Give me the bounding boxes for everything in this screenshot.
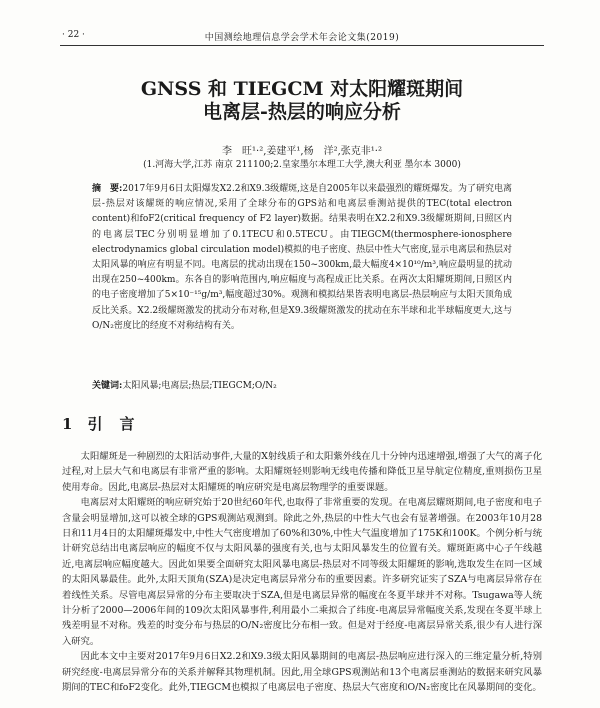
body-text — [62, 449, 542, 696]
paragraph: 太阳耀斑是一种剧烈的太阳活动事件,大量的X射线质子和太阳紫外线在几十分钟内迅速增强,增强了大气的离子化过程,对上层大气和电离层有非常严重的影响。太阳耀斑轻则影响无线电传播和降低卫星导航定位精度,重则损伤卫星使用寿命。因此,电离层-热层对太阳耀斑的响应研究是电离层物理学的重要课题。 — [62, 451, 542, 493]
keywords-label: 关键词: — [92, 381, 123, 391]
affiliation: (1.河海大学,江苏 南京 211100;2.皇家墨尔本理工大学,澳大利亚 墨尔本 3000) — [143, 160, 461, 170]
running-header — [62, 30, 542, 44]
section-title: 引 言 — [87, 415, 136, 433]
authors: 李 旺¹·²,姜建平¹,杨 洋²,张克非¹·² — [222, 146, 382, 157]
keywords — [92, 378, 512, 391]
keywords-text: 太阳风暴;电离层;热层;TIEGCM;O/N₂ — [122, 381, 277, 391]
section-heading — [62, 413, 135, 434]
header-rule — [60, 45, 544, 46]
journal-title: 中国测绘地理信息学会学术年会论文集(2019) — [204, 33, 400, 43]
page-number: · 22 · — [62, 30, 85, 40]
abstract-label: 摘 要: — [92, 184, 123, 194]
abstract — [92, 182, 512, 334]
paper-title-line-2: 电离层-热层的响应分析 — [203, 101, 401, 123]
section-number: 1 — [62, 415, 74, 433]
paragraph: 因此本文中主要对2017年9月6日X2.2和X9.3级太阳风暴期间的电离层-热层响应进行深入的三维定量分析,特别研究经度-电离层异常分布的关系并解释其物理机制。因此,用全球GPS观测站和13个电离层垂测站的数据来研究风暴期间的TEC和foF2变化。此外,TIEGCM也模拟了电离层电子密度、热层大气密度和O/N₂密度比在风暴期间的变化。 — [62, 651, 542, 694]
abstract-text: 2017年9月6日太阳爆发X2.2和X9.3级耀斑,这是自2005年以来最强烈的耀斑爆发。为了研究电离层-热层对该耀斑的响应情况,采用了全球分布的GPS站和电离层垂测站提供的TEC(total electron content)和foF2(critical frequency of F2 layer)数据。结果表明在X2.2和X9.3级耀斑期间,日照区内的电离层TEC分别明显增加了0.1TECU和0.5TECU。由TIEGCM(thermosphere-ionosphere electrodynamics global circulation model)模拟的电子密度、热层中性大气密度,显示电离层和热层对太阳风暴的响应有明显不同。电离层的扰动出现在150~300km,最大幅度4×10¹⁰/m³,响应最明显的扰动出现在250~400km。东各自的影响范围内,响应幅度与高程成正比关系。在两次太阳耀斑期间,日照区内的电子密度增加了5×10⁻¹⁵g/m³,幅度超过30%。观测和模拟结果皆表明电离层-热层响应与太阳天顶角成反比关系。X2.2级耀斑激发的扰动分布对称,但是X9.3级耀斑激发的扰动在东半球和北半球幅度更大,这与O/N₂密度比的经度不对称结构有关。 — [92, 184, 512, 331]
paragraph: 电离层对太阳耀斑的响应研究始于20世纪60年代,也取得了非常重要的发现。在电离层耀斑期间,电子密度和电子含量会明显增加,这可以被全球的GPS观测站观测到。除此之外,热层的中性大气也会有显著增强。在2003年10月28日和11月4日的太阳耀斑爆发中,中性大气密度增加了60%和30%,中性大气温度增加了175K和100K。个例分析与统计研究总结出电离层响应的幅度不仅与太阳风暴的强度有关,也与太阳风暴发生的位置有关。耀斑距离中心子午线越近,电离层响应幅度越大。因此如果要全面研究太阳风暴电离层-热层对不同等级太阳耀斑的影响,选取发生在同一区域的太阳风暴最佳。此外,太阳天顶角(SZA)是决定电离层异常分布的重要因素。许多研究证实了SZA与电离层异常存在着线性关系。尽管电离层异常的分布主要取决于SZA,但是电离层异常的幅度在冬夏半球并不对称。Tsugawa等人统计分析了2000—2006年间的109次太阳风暴事件,利用最小二乘拟合了纬度-电离层异常幅度关系,发现在冬夏半球上残差明显不对称。残差的时变分布与热层的O/N₂密度比分布相一致。但是对于经度-电离层异常关系,很少有人进行深入研究。 — [62, 497, 542, 647]
paper-title-line-1: GNSS 和 TIEGCM 对太阳耀斑期间 — [140, 78, 464, 100]
